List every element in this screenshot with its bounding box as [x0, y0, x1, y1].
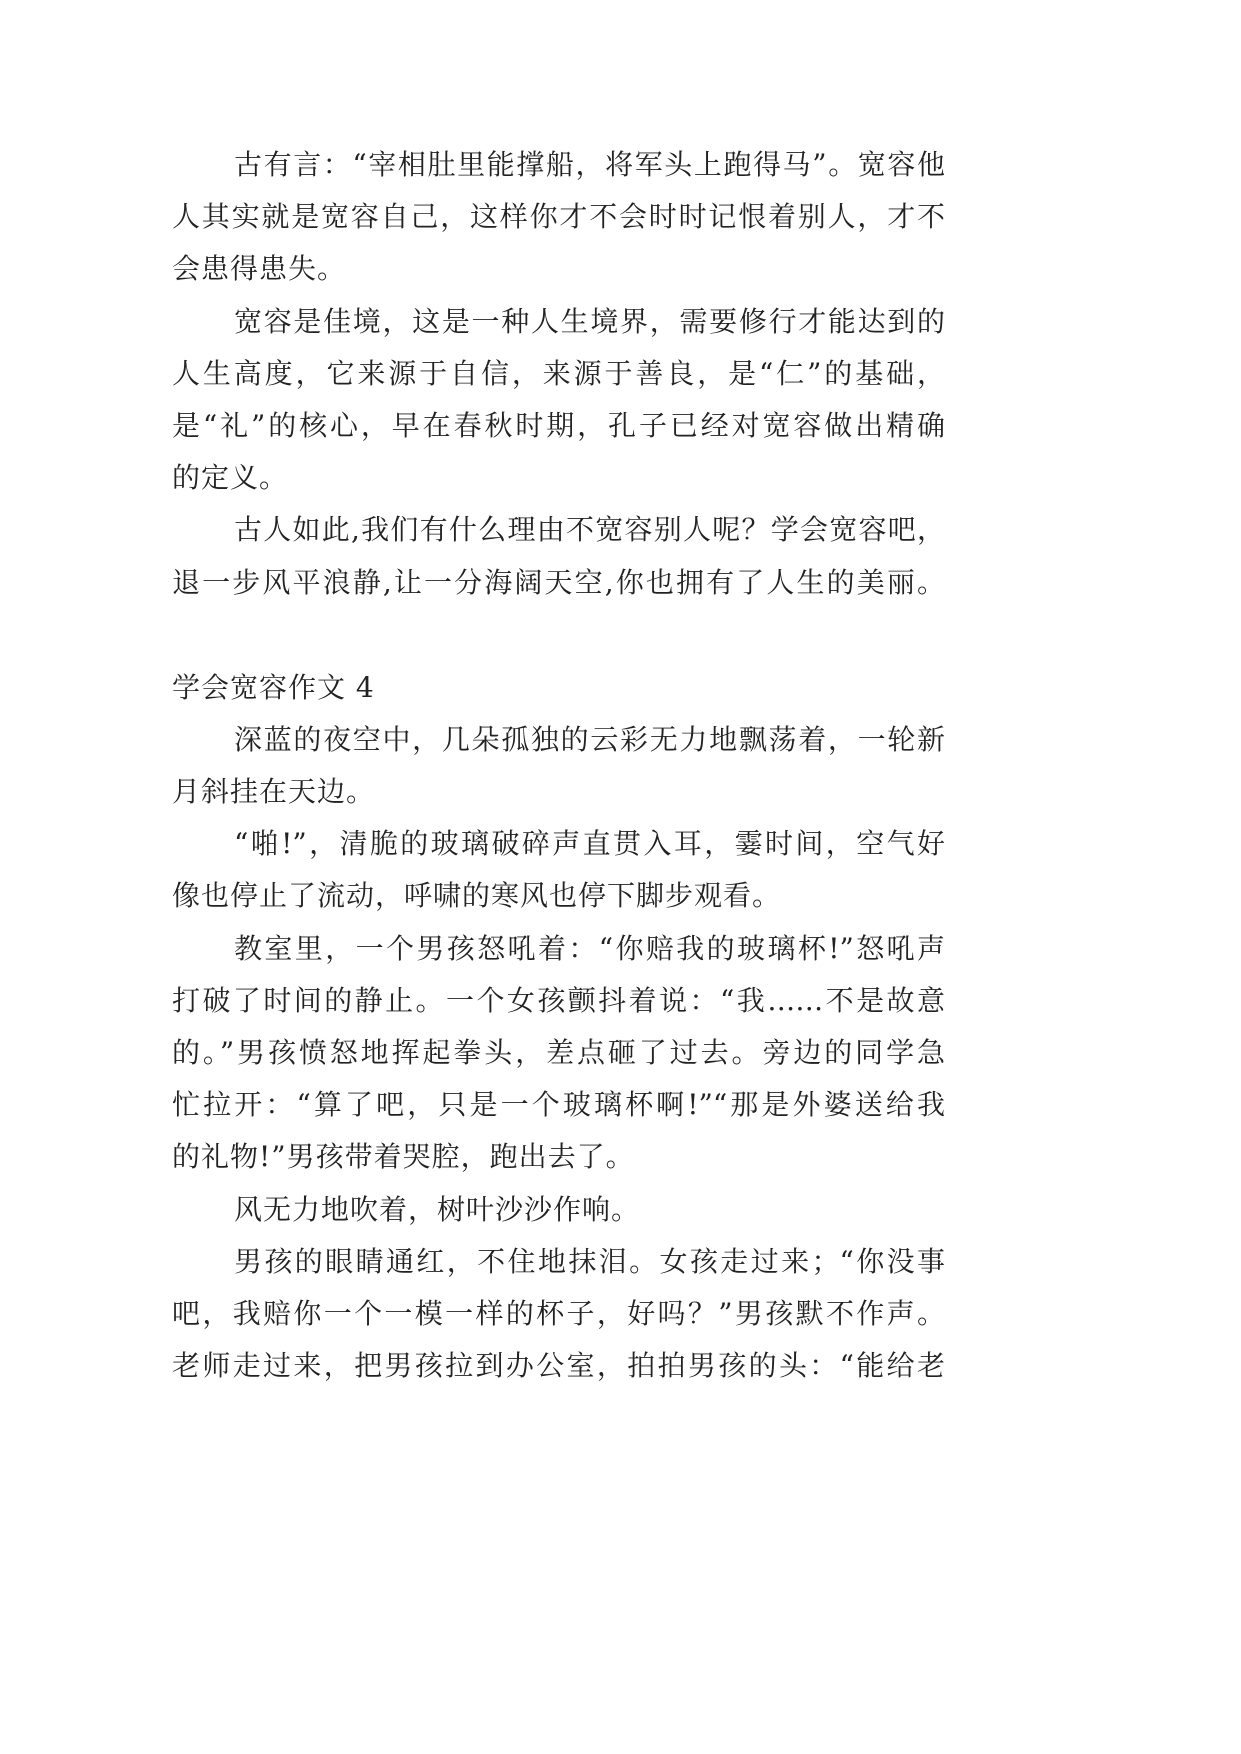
paragraph-line: 的定义。 [172, 461, 289, 495]
paragraph-line: 人生高度，它来源于自信，来源于善良，是“仁”的基础， [172, 356, 945, 390]
paragraph-line: 像也停止了流动，呼啸的寒风也停下脚步观看。 [172, 879, 782, 913]
paragraph-line: 宽容是佳境，这是一种人生境界，需要修行才能达到的 [234, 304, 945, 338]
paragraph-line: 男孩的眼睛通红，不住地抹泪。女孩走过来；“你没事 [234, 1244, 945, 1278]
paragraph-line: 退一步风平浪静,让一分海阔天空,你也拥有了人生的美丽。 [172, 565, 945, 599]
paragraph-line: 会患得患失。 [172, 252, 347, 286]
paragraph-line: 打破了时间的静止。一个女孩颤抖着说：“我……不是故意 [172, 983, 945, 1017]
paragraph [172, 1236, 945, 1393]
paragraph-line: 古人如此,我们有什么理由不宽容别人呢？学会宽容吧， [234, 513, 945, 547]
paragraph-line: “啪!”，清脆的玻璃破碎声直贯入耳，霎时间，空气好 [234, 827, 945, 861]
paragraph-line: 忙拉开：“算了吧，只是一个玻璃杯啊!”“那是外婆送给我 [172, 1088, 945, 1122]
paragraph [172, 504, 945, 608]
paragraph-line: 吧，我赔你一个一模一样的杯子，好吗？”男孩默不作声。 [172, 1296, 945, 1330]
paragraph-line: 月斜挂在天边。 [172, 775, 376, 809]
paragraph [172, 714, 945, 818]
paragraph-line: 人其实就是宽容自己，这样你才不会时时记恨着别人，才不 [172, 200, 945, 234]
essay-title: 学会宽容作文 4 [172, 670, 375, 704]
paragraph-line: 老师走过来，把男孩拉到办公室，拍拍男孩的头：“能给老 [172, 1349, 945, 1383]
paragraph [172, 1184, 945, 1236]
paragraph [172, 296, 945, 505]
document-body [172, 139, 945, 1392]
paragraph-line: 风无力地吹着，树叶沙沙作响。 [234, 1192, 641, 1226]
paragraph-line: 是“礼”的核心，早在春秋时期，孔子已经对宽容做出精确 [172, 408, 945, 442]
paragraph-line: 的礼物!”男孩带着哭腔，跑出去了。 [172, 1140, 635, 1174]
paragraph-line: 的。”男孩愤怒地挥起拳头，差点砸了过去。旁边的同学急 [172, 1036, 945, 1069]
paragraph [172, 139, 945, 296]
paragraph-line: 深蓝的夜空中，几朵孤独的云彩无力地飘荡着，一轮新 [234, 722, 945, 756]
paragraph-line: 教室里，一个男孩怒吼着：“你赔我的玻璃杯!”怒吼声 [234, 931, 945, 965]
paragraph [172, 818, 945, 922]
paragraph-line: 古有言：“宰相肚里能撑船，将军头上跑得马”。宽容他 [234, 148, 945, 181]
paragraph [172, 923, 945, 1184]
